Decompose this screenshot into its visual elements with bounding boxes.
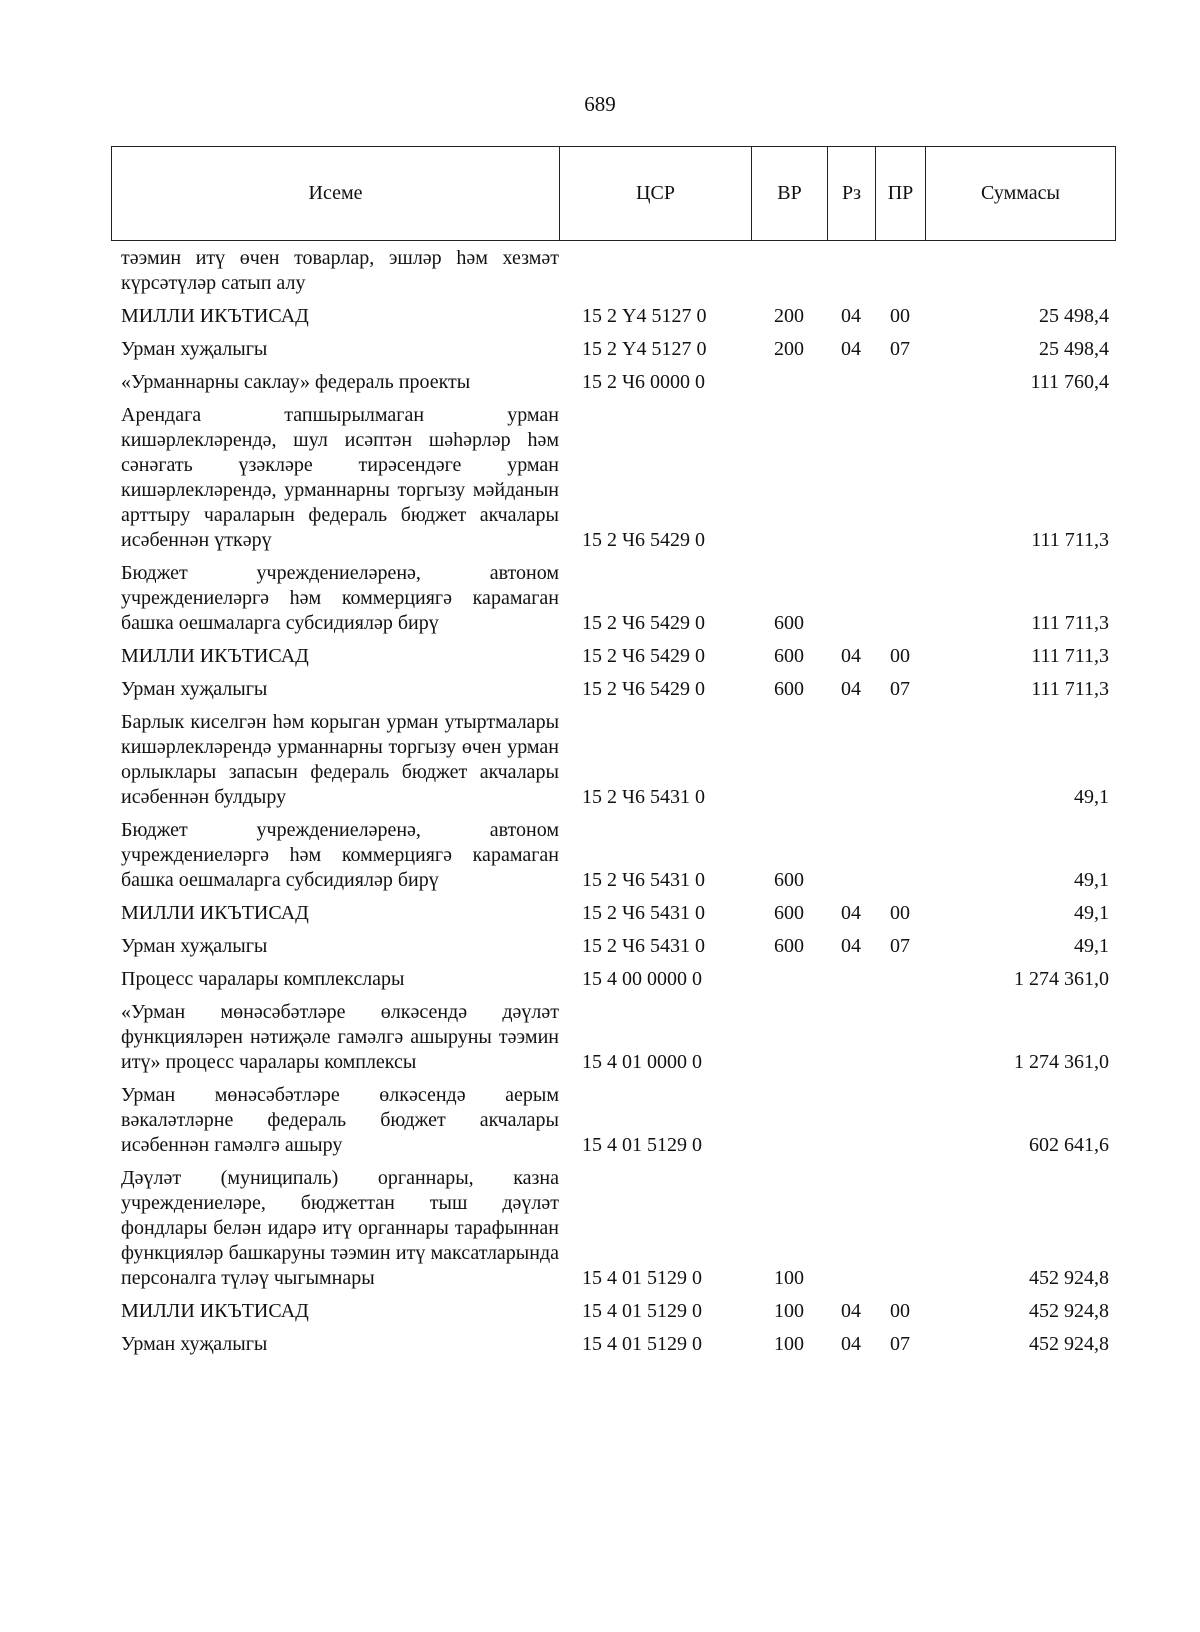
row-name: Урман хуҗалыгы: [121, 338, 268, 360]
row-name: МИЛЛИ ИКЪТИСАД: [121, 305, 309, 327]
row-pr: 00: [890, 645, 910, 667]
row-rz: 04: [841, 1333, 861, 1355]
table-row: [111, 818, 1121, 893]
header-rz: Рз: [828, 147, 876, 241]
row-pr: 07: [890, 1333, 910, 1355]
row-rz: 04: [841, 678, 861, 700]
row-sum: 452 924,8: [1029, 1333, 1109, 1355]
header-vr: ВР: [752, 147, 828, 241]
header-pr: ПР: [876, 147, 926, 241]
header-sum: Суммасы: [926, 147, 1116, 241]
row-csr: 15 2 Ү4 5127 0: [582, 305, 707, 327]
row-sum: 111 711,3: [1031, 678, 1109, 700]
row-csr: 15 4 01 5129 0: [582, 1333, 702, 1355]
row-name: МИЛЛИ ИКЪТИСАД: [121, 1300, 309, 1322]
row-sum: 111 711,3: [1031, 612, 1109, 634]
row-name: Бюджет учреждениеләренә, автоном учреждениеләргә һәм коммерциягә карамаган башка оешмаларга субсидияләр бирү: [121, 819, 559, 891]
table-header: [111, 146, 1116, 241]
row-sum: 49,1: [1074, 902, 1109, 924]
row-sum: 111 711,3: [1031, 645, 1109, 667]
table-row: [111, 1166, 1121, 1291]
row-csr: 15 2 Ч6 5429 0: [582, 678, 705, 700]
table-row: [111, 304, 1121, 329]
row-csr: 15 4 01 0000 0: [582, 1051, 702, 1073]
table-row: [111, 677, 1121, 702]
page-number: 689: [584, 92, 616, 116]
row-csr: 15 2 Ч6 5431 0: [582, 935, 705, 957]
table-body: [111, 246, 1121, 1365]
row-vr: 600: [774, 612, 804, 634]
row-vr: 200: [774, 305, 804, 327]
row-vr: 100: [774, 1300, 804, 1322]
row-name: Урман хуҗалыгы: [121, 1333, 268, 1355]
table-row: [111, 370, 1121, 395]
row-vr: 600: [774, 645, 804, 667]
row-sum: 1 274 361,0: [1014, 1051, 1109, 1073]
table-row: [111, 337, 1121, 362]
header-csr: ЦСР: [560, 147, 752, 241]
table-row: [111, 1083, 1121, 1158]
row-sum: 49,1: [1074, 786, 1109, 808]
row-csr: 15 4 00 0000 0: [582, 968, 702, 990]
row-name: Арендага тапшырылмаган урман кишәрлекләрендә, шул исәптән шәһәрләр һәм сәнәгать үзәкләре тирәсендәге урман кишәрлекләрендә, урманнарны торгызу мәйданын арттыру чараларын федераль бюджет акчалары исәбеннән үткәрү: [121, 404, 559, 551]
row-sum: 1 274 361,0: [1014, 968, 1109, 990]
row-sum: 49,1: [1074, 869, 1109, 891]
row-sum: 25 498,4: [1039, 305, 1109, 327]
table-row: [111, 246, 1121, 296]
header-name: Исеме: [112, 147, 560, 241]
row-vr: 100: [774, 1333, 804, 1355]
table-row: [111, 1299, 1121, 1324]
row-vr: 200: [774, 338, 804, 360]
row-csr: 15 2 Ч6 5431 0: [582, 786, 705, 808]
row-name: «Урман мөнәсәбәтләре өлкәсендә дәүләт функцияләрен нәтиҗәле гамәлгә ашыруны тәэмин итү» процесс чаралары комплексы: [121, 1001, 559, 1073]
row-csr: 15 2 Ч6 5431 0: [582, 869, 705, 891]
row-csr: 15 2 Ч6 5431 0: [582, 902, 705, 924]
table-row: [111, 1332, 1121, 1357]
row-sum: 452 924,8: [1029, 1267, 1109, 1289]
row-vr: 600: [774, 935, 804, 957]
table-row: [111, 710, 1121, 810]
row-pr: 07: [890, 678, 910, 700]
row-vr: 600: [774, 869, 804, 891]
row-rz: 04: [841, 902, 861, 924]
row-name: Урман хуҗалыгы: [121, 935, 268, 957]
row-sum: 111 760,4: [1030, 371, 1109, 393]
row-sum: 452 924,8: [1029, 1300, 1109, 1322]
row-rz: 04: [841, 1300, 861, 1322]
row-name: Барлык киселгән һәм корыган урман утыртмалары кишәрлекләрендә урманнарны торгызу өчен урман орлыклары запасын федераль бюджет акчалары исәбеннән булдыру: [121, 711, 559, 808]
row-name: Урман мөнәсәбәтләре өлкәсендә аерым вәкаләтләрне федераль бюджет акчалары исәбеннән гамәлгә ашыру: [121, 1084, 559, 1156]
row-pr: 00: [890, 1300, 910, 1322]
row-csr: 15 4 01 5129 0: [582, 1134, 702, 1156]
row-rz: 04: [841, 305, 861, 327]
row-name: Процесс чаралары комплекслары: [121, 968, 405, 990]
row-vr: 600: [774, 902, 804, 924]
row-sum: 49,1: [1074, 935, 1109, 957]
table-row: [111, 1000, 1121, 1075]
row-name: «Урманнарны саклау» федераль проекты: [121, 371, 471, 393]
row-rz: 04: [841, 338, 861, 360]
row-name: Бюджет учреждениеләренә, автоном учреждениеләргә һәм коммерциягә карамаган башка оешмаларга субсидияләр бирү: [121, 562, 559, 634]
row-pr: 00: [890, 305, 910, 327]
row-name: МИЛЛИ ИКЪТИСАД: [121, 645, 309, 667]
row-csr: 15 2 Ч6 5429 0: [582, 612, 705, 634]
row-csr: 15 2 Ү4 5127 0: [582, 338, 707, 360]
row-pr: 00: [890, 902, 910, 924]
row-pr: 07: [890, 935, 910, 957]
row-csr: 15 2 Ч6 0000 0: [582, 371, 705, 393]
row-csr: 15 2 Ч6 5429 0: [582, 529, 705, 551]
row-sum: 602 641,6: [1029, 1134, 1109, 1156]
table-row: [111, 561, 1121, 636]
table-row: [111, 644, 1121, 669]
row-name: МИЛЛИ ИКЪТИСАД: [121, 902, 309, 924]
row-rz: 04: [841, 935, 861, 957]
row-sum: 111 711,3: [1031, 529, 1109, 551]
row-name: Дәүләт (муниципаль) органнары, казна учреждениеләре, бюджеттан тыш дәүләт фондлары белән идарә итү органнары тарафыннан функцияләр башкаруны тәэмин итү максатларында персоналга түләү чыгымнары: [121, 1167, 559, 1289]
table-row: [111, 403, 1121, 553]
table-row: [111, 901, 1121, 926]
row-rz: 04: [841, 645, 861, 667]
row-sum: 25 498,4: [1039, 338, 1109, 360]
row-csr: 15 4 01 5129 0: [582, 1300, 702, 1322]
row-vr: 600: [774, 678, 804, 700]
row-name: Урман хуҗалыгы: [121, 678, 268, 700]
row-name: тәэмин итү өчен товарлар, эшләр һәм хезмәт күрсәтүләр сатып алу: [121, 247, 559, 294]
row-pr: 07: [890, 338, 910, 360]
row-vr: 100: [774, 1267, 804, 1289]
table-row: [111, 967, 1121, 992]
table-row: [111, 934, 1121, 959]
row-csr: 15 4 01 5129 0: [582, 1267, 702, 1289]
row-csr: 15 2 Ч6 5429 0: [582, 645, 705, 667]
